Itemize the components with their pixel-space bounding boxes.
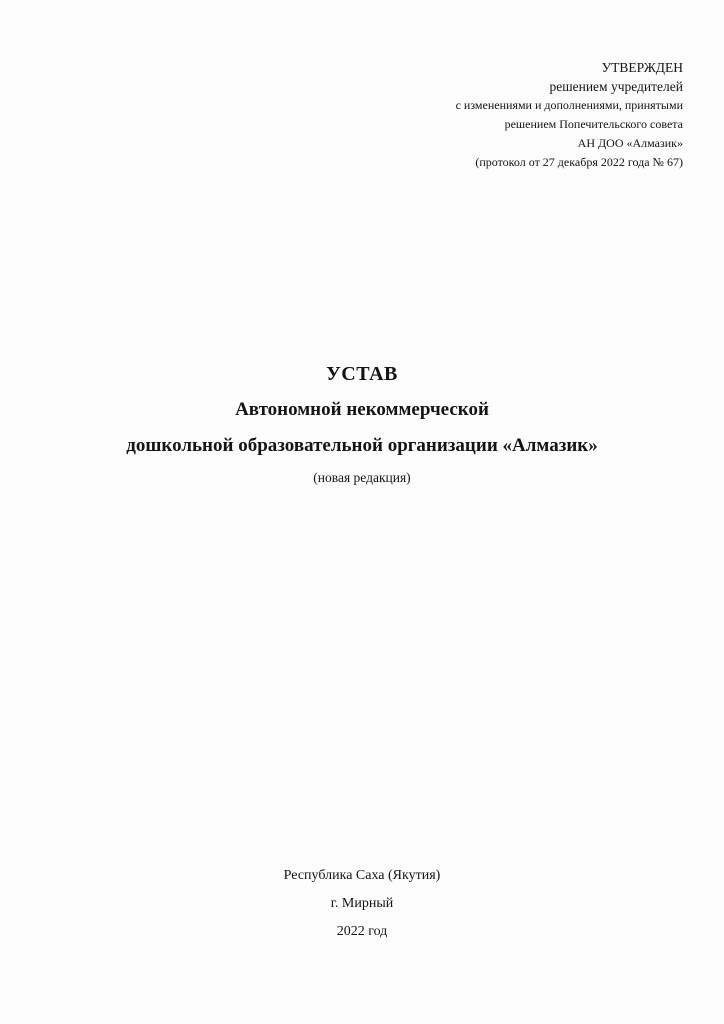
approval-amendments: с изменениями и дополнениями, принятыми — [455, 98, 683, 112]
title-block — [0, 358, 724, 488]
organization-name-line-1: Автономной некоммерческой — [235, 399, 489, 420]
approval-protocol: (протокол от 27 декабря 2022 года № 67) — [475, 155, 683, 169]
approval-heading: УТВЕРЖДЕН — [601, 60, 683, 75]
approval-by-founders: решением учредителей — [549, 79, 683, 94]
approval-block — [456, 58, 683, 172]
footer-city: г. Мирный — [330, 896, 394, 911]
organization-name-line-2: дошкольной образовательной организации «Алмазик» — [126, 435, 598, 456]
footer-region: Республика Саха (Якутия) — [283, 868, 441, 883]
approval-by-council: решением Попечительского совета — [504, 117, 683, 131]
document-title: УСТАВ — [326, 363, 398, 385]
edition-note: (новая редакция) — [313, 470, 411, 485]
footer-year: 2022 год — [336, 924, 388, 939]
footer-block — [0, 862, 724, 946]
approval-org-short-name: АН ДОО «Алмазик» — [577, 136, 683, 150]
